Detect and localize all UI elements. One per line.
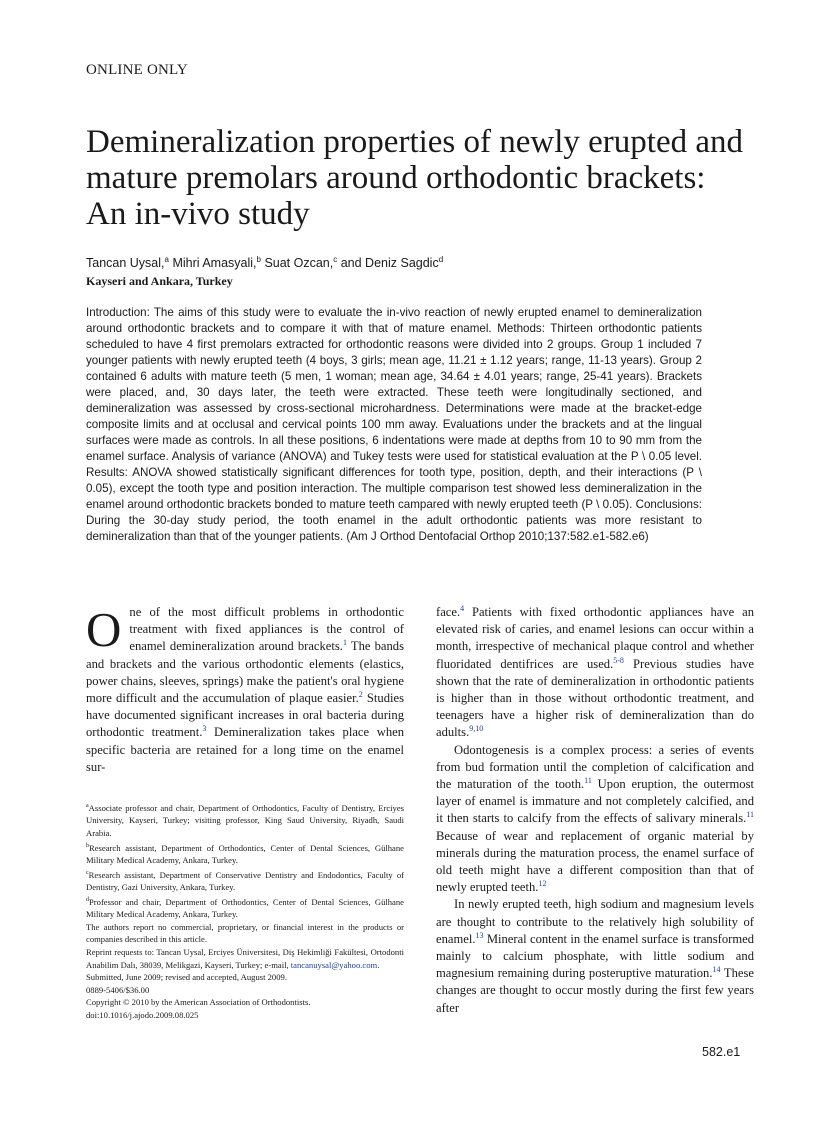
author-name: Suat Ozcan, — [264, 256, 334, 271]
text-run: Previous studies have shown that the rate of demineralization in orthodontic patients is higher than in those without orthodontic treatment, and teenagers have a higher risk of demineralization than do adults. — [436, 656, 754, 740]
footnote-affiliation-a — [86, 800, 404, 840]
abstract: Introduction: The aims of this study were to evaluate the in-vivo reaction of newly erupted enamel to demineralization around orthodontic brackets and to compare it with that of mature enamel. Methods: Thirteen orthodontic patients scheduled to have 4 first premolars extracted for orthodontic reasons were divided into 2 groups. Group 1 included 7 younger patients with newly erupted teeth (4 boys, 3 girls; mean age, 11.21 ± 1.12 years; range, 11-13 years). Group 2 contained 6 adults with mature teeth (5 men, 1 woman; mean age, 34.64 ± 4.01 years; range, 25-41 years). Brackets were placed, and, 30 days later, the teeth were extracted. These teeth were longitudinally sectioned, and demineralization was assessed by cross-sectional microhardness. Determinations were made at the bracket-edge composite limits and at occlusal and cervical points 100 mm away. Evaluations under the brackets and at the lingual surfaces were made as controls. In all these positions, 6 indentations were made at depths from 10 to 90 mm from the enamel surface. Analysis of variance (ANOVA) and Tukey tests were used for statistical evaluation at the P \ 0.05 level. Results: ANOVA showed statistically significant differences for tooth type, position, depth, and their interactions (P \ 0.05), except the tooth type and position interaction. The multiple comparison test showed less demineralization in the enamel around orthodontic brackets bonded to mature teeth campared with newly erupted teeth (P \ 0.05). Conclusions: During the 30-day study period, the tooth enamel in the adult orthodontic patients was more resistant to demineralization than that of the younger patients. (Am J Orthod Dentofacial Orthop 2010;137:582.e1-582.e6) — [86, 306, 702, 543]
author-name: Mihri Amasyali, — [172, 256, 257, 271]
text-run: The bands and brackets and the various orthodontic elements (elastics, power chains, sleeves, springs) make the patient's oral hygiene more difficult and the accumulation of plaque easier. — [86, 639, 404, 706]
text-run: Upon eruption, the outermost layer of enamel is immature and not completely calcified, and it then starts to calcify from the effects of salivary minerals. — [436, 777, 755, 826]
article-title: Demineralization properties of newly erupted and mature premolars around orthodontic brackets: An in-vivo study — [86, 124, 744, 232]
text-run: Demineralization takes place when specific bacteria are retained for a long time on the enamel sur- — [86, 725, 404, 774]
body-column-right — [436, 604, 754, 1017]
body-paragraph — [436, 742, 754, 897]
citation-ref[interactable]: 2 — [358, 689, 363, 699]
footnote-doi: doi:10.1016/j.ajodo.2009.08.025 — [86, 1009, 199, 1020]
text-run: Because of wear and replacement of organic material by minerals during the maturation process, the enamel surface of old teeth might have a different composition than that of newly erupted teeth. — [436, 828, 754, 895]
citation-ref[interactable]: 12 — [538, 879, 547, 889]
author-list — [86, 255, 443, 270]
footnote-mark: d — [86, 896, 89, 903]
citation-ref[interactable]: 1 — [342, 638, 347, 648]
body-paragraph — [436, 604, 754, 742]
paragraph-text — [436, 897, 754, 1014]
author-affiliation-mark: a — [164, 255, 169, 264]
footnotes — [86, 800, 404, 1022]
citation-ref[interactable]: 5-8 — [613, 655, 624, 665]
body-paragraph — [86, 604, 404, 776]
citation-ref[interactable]: 3 — [202, 724, 207, 734]
footnote-mark: c — [86, 869, 89, 876]
author-affiliation-mark: b — [256, 255, 261, 264]
citation-ref[interactable]: 4 — [460, 603, 465, 613]
author-affiliation-mark: d — [438, 255, 444, 264]
paragraph-text — [86, 602, 404, 774]
footnote-reprint — [86, 946, 404, 971]
text-run: Odontogenesis is a complex process: a series of events from bud formation until the completion of calcification and the maturation of the tooth. — [436, 742, 754, 792]
footnote-copyright: Copyright © 2010 by the American Association of Orthodontists. — [86, 997, 311, 1008]
body-column-left — [86, 604, 404, 776]
author-name: Tancan Uysal, — [86, 256, 165, 271]
paragraph-text — [436, 605, 754, 739]
citation-ref[interactable]: 11 — [584, 775, 592, 785]
footnote-text: Professor and chair, Department of Orthodontics, Center of Dental Sciences, Gülhane Military Medical Academy, Ankara, Turkey. — [86, 896, 404, 920]
paragraph-text — [436, 743, 754, 895]
footnote-affiliation-d — [86, 894, 404, 921]
footnote-text: Reprint requests to: Tancan Uysal, Erciyes Üniversitesi, Diş Hekimliği Fakültesi, Ortodonti Anabilim Dalı, 38039, Melikgazi, Kayseri, Turkey; e-mail, — [86, 946, 404, 970]
footnote-mark: b — [86, 842, 89, 849]
footnote-disclosure: The authors report no commercial, proprietary, or financial interest in the products or companies described in this article. — [86, 921, 404, 945]
citation-ref[interactable]: 13 — [475, 930, 484, 940]
author-location: Kayseri and Ankara, Turkey — [86, 274, 233, 288]
text-run: Studies have documented significant increases in oral bacteria during orthodontic treatment. — [86, 691, 404, 740]
text-run: Patients with fixed orthodontic appliances have an elevated risk of caries, and enamel lesions can occur within a month, irrespective of mechanical plaque control and whether fluoridated dentifrices are used. — [436, 605, 754, 671]
footnote-affiliation-c — [86, 867, 404, 894]
footnote-affiliation-b — [86, 840, 404, 867]
text-run: face. — [436, 605, 461, 619]
citation-ref[interactable]: 9,10 — [469, 724, 484, 734]
author-affiliation-mark: c — [333, 255, 338, 264]
footnote-submitted: Submitted, June 2009; revised and accepted, August 2009. — [86, 972, 287, 983]
citation-ref[interactable]: 11 — [746, 810, 754, 820]
text-run: Mineral content in the enamel surface is transformed mainly to calcium phosphate, with little sodium and magnesium remaining during posteruptive maturation. — [436, 931, 754, 981]
page-number: 582.e1 — [702, 1045, 741, 1059]
citation-ref[interactable]: 14 — [712, 965, 721, 975]
text-run: In newly erupted teeth, high sodium and magnesium levels are thought to contribute to the relatively high solubility of enamel. — [436, 897, 754, 946]
email-link[interactable]: tancanuysal@yahoo.com — [290, 959, 378, 970]
body-paragraph — [436, 896, 754, 1016]
footnote-text: . — [377, 959, 380, 970]
footnote-text: Research assistant, Department of Orthodontics, Center of Dental Sciences, Gülhane Military Medical Academy, Ankara, Turkey. — [86, 842, 404, 866]
drop-cap: O — [86, 602, 122, 657]
author-name: and Deniz Sagdic — [340, 256, 439, 271]
footnote-mark: a — [86, 803, 89, 809]
footnote-issn: 0889-5406/$36.00 — [86, 984, 150, 995]
text-run: ne of the most difficult problems in orthodontic treatment with fixed appliances is the control of enamel demineralization around brackets. — [129, 605, 404, 654]
text-run: These changes are thought to occur mostly during the first few years after — [436, 966, 754, 1015]
footnote-text: Associate professor and chair, Department of Orthodontics, Faculty of Dentistry, Erciyes University, Kayseri, Turkey; visiting professor, King Saud University, Riyadh, Saudi Arabia. — [86, 802, 404, 839]
footnote-text: Research assistant, Department of Conservative Dentistry and Endodontics, Faculty of Dentistry, Gazi University, Ankara, Turkey. — [86, 869, 404, 893]
section-label: ONLINE ONLY — [86, 62, 188, 78]
